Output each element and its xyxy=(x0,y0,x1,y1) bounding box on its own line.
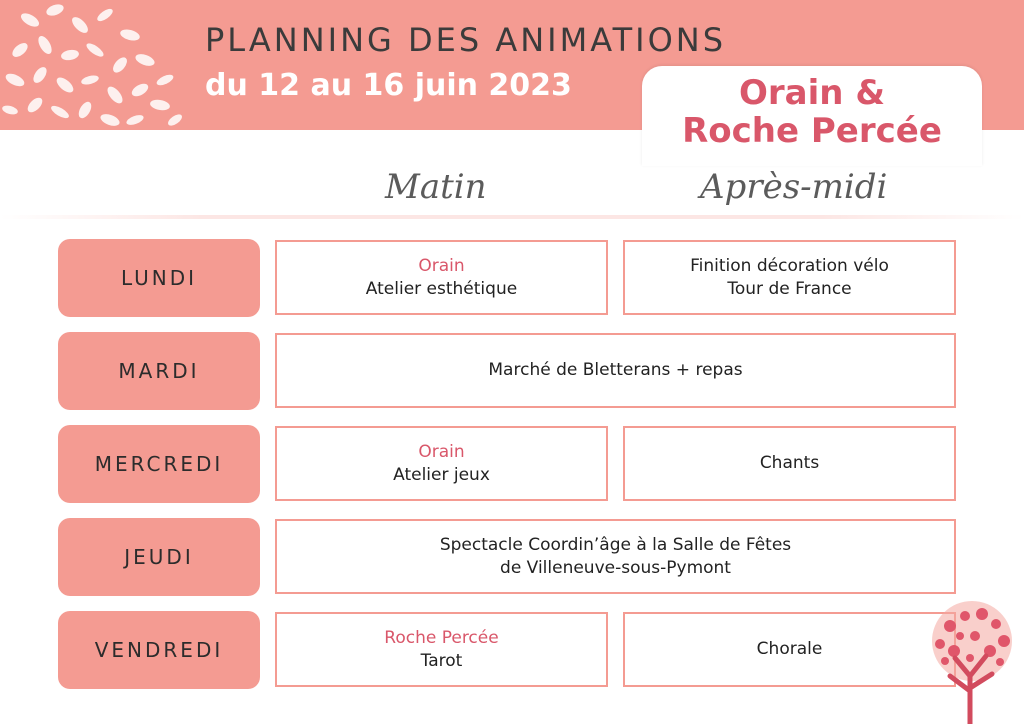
activity-label: de Villeneuve-sous-Pymont xyxy=(500,557,731,578)
date-range: du 12 au 16 juin 2023 xyxy=(205,68,572,103)
column-header-afternoon: Après-midi xyxy=(700,167,888,207)
column-header-morning: Matin xyxy=(385,167,487,207)
afternoon-cell-lundi xyxy=(623,240,956,315)
day-label-jeudi: JEUDI xyxy=(58,518,260,596)
morning-cell-vendredi xyxy=(275,612,608,687)
activity-label: Chants xyxy=(759,453,820,473)
leaf-cluster-icon xyxy=(0,0,200,140)
page-title: PLANNING DES ANIMATIONS xyxy=(205,21,727,59)
activity-label: Chorale xyxy=(756,639,823,659)
location-label: Orain xyxy=(418,255,465,276)
location-label: Orain xyxy=(418,441,465,462)
morning-cell-mercredi xyxy=(275,426,608,501)
location-label: Roche Percée xyxy=(384,627,499,648)
day-label-mercredi: MERCREDI xyxy=(58,425,260,503)
morning-cell-lundi xyxy=(275,240,608,315)
badge-line-2: Roche Percée xyxy=(682,111,942,151)
activity-label: Tour de France xyxy=(727,278,852,299)
activity-label: Finition décoration vélo xyxy=(690,255,889,276)
header-divider xyxy=(0,215,1024,219)
heart-tree-icon xyxy=(920,596,1024,724)
afternoon-cell-mercredi xyxy=(623,426,956,501)
activity-label: Marché de Bletterans + repas xyxy=(488,360,743,380)
activity-label: Spectacle Coordin’âge à la Salle de Fêtes xyxy=(439,534,792,555)
activity-label: Atelier jeux xyxy=(393,464,490,485)
badge-line-1: Orain & xyxy=(739,73,885,113)
day-label-mardi: MARDI xyxy=(58,332,260,410)
afternoon-cell-vendredi xyxy=(623,612,956,687)
activity-label: Tarot xyxy=(420,650,463,671)
day-label-lundi: LUNDI xyxy=(58,239,260,317)
activity-label: Atelier esthétique xyxy=(365,278,518,299)
full-day-cell-jeudi xyxy=(275,519,956,594)
full-day-cell-mardi xyxy=(275,333,956,408)
location-badge xyxy=(642,66,982,166)
day-label-vendredi: VENDREDI xyxy=(58,611,260,689)
